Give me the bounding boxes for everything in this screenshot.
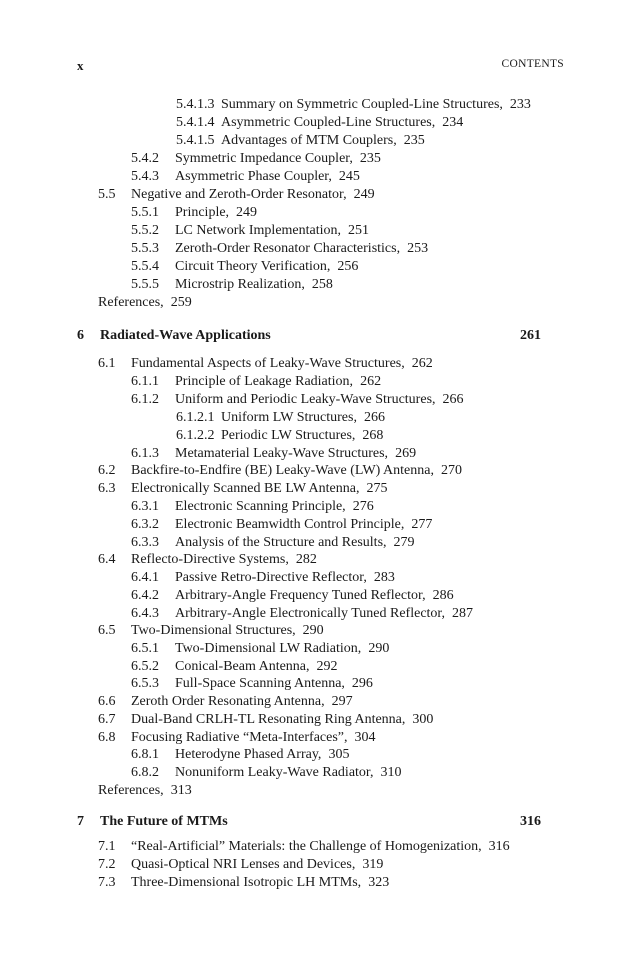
toc-page: 253 — [407, 241, 429, 256]
toc-entry-6-1-2-1[interactable] — [176, 409, 385, 427]
toc-page: 287 — [452, 606, 474, 621]
toc-page: 266 — [363, 410, 385, 425]
toc-number: 5.5.4 — [131, 259, 159, 274]
toc-page: 235 — [403, 133, 425, 148]
toc-chapter-7[interactable] — [77, 813, 228, 831]
toc-title: Focusing Radiative “Meta-Interfaces”, — [131, 730, 348, 745]
toc-title: Metamaterial Leaky-Wave Structures, — [175, 446, 389, 461]
toc-title: Dual-Band CRLH-TL Resonating Ring Antenna, — [131, 712, 406, 727]
toc-title: Negative and Zeroth-Order Resonator, — [131, 187, 347, 202]
toc-number: 6.3.2 — [131, 517, 159, 532]
toc-page: 269 — [395, 446, 417, 461]
toc-entry-5-5-5[interactable] — [131, 276, 333, 294]
toc-entry-5-5-4[interactable] — [131, 258, 358, 276]
toc-number: 5.5.2 — [131, 223, 159, 238]
toc-entry-5-4-2[interactable] — [131, 150, 381, 168]
toc-entry-5-4-1-5[interactable] — [176, 132, 425, 150]
toc-page: 266 — [442, 392, 464, 407]
toc-number: 6.4.3 — [131, 606, 159, 621]
toc-page: 279 — [393, 535, 415, 550]
toc-number: 6.3 — [98, 481, 116, 496]
toc-title: Principle of Leakage Radiation, — [175, 374, 354, 389]
toc-title: Zeroth Order Resonating Antenna, — [131, 694, 325, 709]
page-number: x — [77, 58, 84, 73]
chapter-page: 316 — [520, 814, 541, 829]
toc-entry-6-1-2[interactable] — [131, 391, 464, 409]
toc-entry-references-ch5[interactable] — [98, 294, 192, 312]
toc-title: Analysis of the Structure and Results, — [175, 535, 387, 550]
toc-entry-7-1[interactable] — [98, 838, 510, 856]
toc-number: 6.3.1 — [131, 499, 159, 514]
toc-entry-5-5-3[interactable] — [131, 240, 428, 258]
toc-title: Periodic LW Structures, — [221, 428, 356, 443]
chapter-number: 6 — [77, 328, 84, 343]
toc-number: 6.7 — [98, 712, 116, 727]
toc-page: 297 — [331, 694, 353, 709]
toc-entry-5-5-2[interactable] — [131, 222, 369, 240]
toc-page: 234 — [442, 115, 464, 130]
toc-page: 251 — [348, 223, 370, 238]
toc-number: 6.5.2 — [131, 659, 159, 674]
toc-title: Two-Dimensional LW Radiation, — [175, 641, 362, 656]
toc-page: 305 — [328, 747, 350, 762]
toc-entry-6-4-3[interactable] — [131, 605, 473, 623]
toc-title: Circuit Theory Verification, — [175, 259, 331, 274]
toc-number: 5.5.3 — [131, 241, 159, 256]
chapter-number: 7 — [77, 814, 84, 829]
toc-title: Asymmetric Phase Coupler, — [175, 169, 332, 184]
toc-title: Asymmetric Coupled-Line Structures, — [221, 115, 436, 130]
toc-entry-6-4[interactable] — [98, 551, 317, 569]
toc-page: 262 — [360, 374, 382, 389]
toc-page: 245 — [338, 169, 360, 184]
toc-number: 6.1 — [98, 356, 116, 371]
toc-number: 6.1.2.2 — [176, 428, 215, 443]
toc-number: 6.8.2 — [131, 765, 159, 780]
toc-page: 235 — [359, 151, 381, 166]
toc-page: 233 — [509, 97, 531, 112]
toc-title: Advantages of MTM Couplers, — [221, 133, 397, 148]
toc-title: Conical-Beam Antenna, — [175, 659, 310, 674]
toc-title: Electronic Scanning Principle, — [175, 499, 346, 514]
toc-number: 6.5 — [98, 623, 116, 638]
toc-number: 7.1 — [98, 839, 116, 854]
toc-number: 5.5.1 — [131, 205, 159, 220]
toc-entry-6-5[interactable] — [98, 622, 324, 640]
toc-page: 300 — [412, 712, 434, 727]
running-header — [77, 58, 564, 76]
toc-entry-7-3[interactable] — [98, 874, 389, 892]
toc-entry-6-8-2[interactable] — [131, 764, 402, 782]
toc-entry-5-4-3[interactable] — [131, 168, 360, 186]
toc-entry-6-3[interactable] — [98, 480, 387, 498]
toc-number: 6.1.2.1 — [176, 410, 215, 425]
toc-entry-6-8-1[interactable] — [131, 746, 349, 764]
toc-title: Fundamental Aspects of Leaky-Wave Structures, — [131, 356, 405, 371]
toc-title: References, — [98, 295, 164, 310]
toc-number: 6.1.2 — [131, 392, 159, 407]
toc-number: 6.8.1 — [131, 747, 159, 762]
toc-page: 292 — [316, 659, 338, 674]
toc-entry-6-5-3[interactable] — [131, 675, 373, 693]
toc-title: Backfire-to-Endfire (BE) Leaky-Wave (LW) Antenna, — [131, 463, 434, 478]
toc-number: 5.4.1.5 — [176, 133, 215, 148]
toc-page: 276 — [352, 499, 374, 514]
toc-title: Microstrip Realization, — [175, 277, 305, 292]
toc-number: 5.4.1.4 — [176, 115, 215, 130]
toc-number: 6.5.3 — [131, 676, 159, 691]
toc-entry-6-1-1[interactable] — [131, 373, 381, 391]
toc-page: 283 — [373, 570, 395, 585]
toc-number: 5.4.2 — [131, 151, 159, 166]
toc-title: Three-Dimensional Isotropic LH MTMs, — [131, 875, 362, 890]
toc-entry-6-3-3[interactable] — [131, 534, 415, 552]
toc-title: Uniform and Periodic Leaky-Wave Structures, — [175, 392, 436, 407]
toc-page: 259 — [170, 295, 192, 310]
toc-page: 304 — [354, 730, 376, 745]
toc-entry-6-5-1[interactable] — [131, 640, 389, 658]
toc-title: Summary on Symmetric Coupled-Line Structures, — [221, 97, 503, 112]
chapter-page: 261 — [520, 328, 541, 343]
toc-title: Symmetric Impedance Coupler, — [175, 151, 353, 166]
toc-title: Quasi-Optical NRI Lenses and Devices, — [131, 857, 356, 872]
toc-page: 290 — [302, 623, 324, 638]
toc-page: 270 — [440, 463, 462, 478]
toc-title: Heterodyne Phased Array, — [175, 747, 322, 762]
toc-page: 249 — [353, 187, 375, 202]
toc-title: Nonuniform Leaky-Wave Radiator, — [175, 765, 374, 780]
toc-number: 6.4 — [98, 552, 116, 567]
toc-page: 286 — [432, 588, 454, 603]
toc-page: 323 — [368, 875, 390, 890]
toc-title: Full-Space Scanning Antenna, — [175, 676, 345, 691]
toc-number: 6.2 — [98, 463, 116, 478]
toc-number: 6.6 — [98, 694, 116, 709]
toc-page: 256 — [337, 259, 359, 274]
toc-title: Two-Dimensional Structures, — [131, 623, 296, 638]
toc-entry-6-4-1[interactable] — [131, 569, 395, 587]
toc-entry-6-1-2-2[interactable] — [176, 427, 383, 445]
toc-page: 316 — [488, 839, 510, 854]
toc-page: 290 — [368, 641, 390, 656]
toc-entry-6-3-1[interactable] — [131, 498, 374, 516]
toc-page: 319 — [362, 857, 384, 872]
toc-page: 268 — [362, 428, 384, 443]
toc-entry-6-5-2[interactable] — [131, 658, 338, 676]
toc-entry-5-4-1-3[interactable] — [176, 96, 531, 114]
toc-entry-6-1-3[interactable] — [131, 445, 416, 463]
toc-entry-references-ch6[interactable] — [98, 782, 192, 800]
toc-title: “Real-Artificial” Materials: the Challenge of Homogenization, — [131, 839, 482, 854]
toc-page: 258 — [311, 277, 333, 292]
toc-title: Uniform LW Structures, — [221, 410, 357, 425]
toc-number: 5.4.1.3 — [176, 97, 215, 112]
toc-chapter-6[interactable] — [77, 327, 271, 345]
toc-page: 249 — [236, 205, 258, 220]
toc-number: 5.5.5 — [131, 277, 159, 292]
toc-number: 6.4.2 — [131, 588, 159, 603]
toc-title: Arbitrary-Angle Frequency Tuned Reflector, — [175, 588, 426, 603]
toc-title: Electronic Beamwidth Control Principle, — [175, 517, 405, 532]
toc-entry-6-7[interactable] — [98, 711, 433, 729]
toc-entry-5-5[interactable] — [98, 186, 375, 204]
toc-entry-6-3-2[interactable] — [131, 516, 432, 534]
toc-entry-5-4-1-4[interactable] — [176, 114, 463, 132]
toc-number: 6.1.3 — [131, 446, 159, 461]
toc-title: References, — [98, 783, 164, 798]
toc-number: 6.3.3 — [131, 535, 159, 550]
toc-entry-6-6[interactable] — [98, 693, 353, 711]
toc-entry-7-2[interactable] — [98, 856, 383, 874]
toc-page: 310 — [380, 765, 402, 780]
toc-title: Arbitrary-Angle Electronically Tuned Reflector, — [175, 606, 446, 621]
toc-page: 262 — [411, 356, 433, 371]
running-head-title: CONTENTS — [501, 58, 564, 70]
toc-entry-6-1[interactable] — [98, 355, 433, 373]
toc-title: Reflecto-Directive Systems, — [131, 552, 289, 567]
toc-number: 7.2 — [98, 857, 116, 872]
toc-page: 296 — [351, 676, 373, 691]
toc-page: 277 — [411, 517, 433, 532]
toc-title: Passive Retro-Directive Reflector, — [175, 570, 367, 585]
toc-number: 5.5 — [98, 187, 116, 202]
toc-entry-6-4-2[interactable] — [131, 587, 454, 605]
toc-title: Electronically Scanned BE LW Antenna, — [131, 481, 360, 496]
toc-title: LC Network Implementation, — [175, 223, 342, 238]
toc-page: 282 — [295, 552, 317, 567]
toc-number: 6.8 — [98, 730, 116, 745]
toc-entry-6-2[interactable] — [98, 462, 462, 480]
toc-number: 6.4.1 — [131, 570, 159, 585]
toc-page: 275 — [366, 481, 388, 496]
toc-number: 6.1.1 — [131, 374, 159, 389]
toc-entry-5-5-1[interactable] — [131, 204, 257, 222]
toc-title: Zeroth-Order Resonator Characteristics, — [175, 241, 401, 256]
chapter-title: The Future of MTMs — [100, 814, 228, 829]
toc-number: 5.4.3 — [131, 169, 159, 184]
toc-number: 7.3 — [98, 875, 116, 890]
chapter-title: Radiated-Wave Applications — [100, 328, 271, 343]
toc-title: Principle, — [175, 205, 230, 220]
toc-entry-6-8[interactable] — [98, 729, 376, 747]
toc-number: 6.5.1 — [131, 641, 159, 656]
toc-page: 313 — [170, 783, 192, 798]
